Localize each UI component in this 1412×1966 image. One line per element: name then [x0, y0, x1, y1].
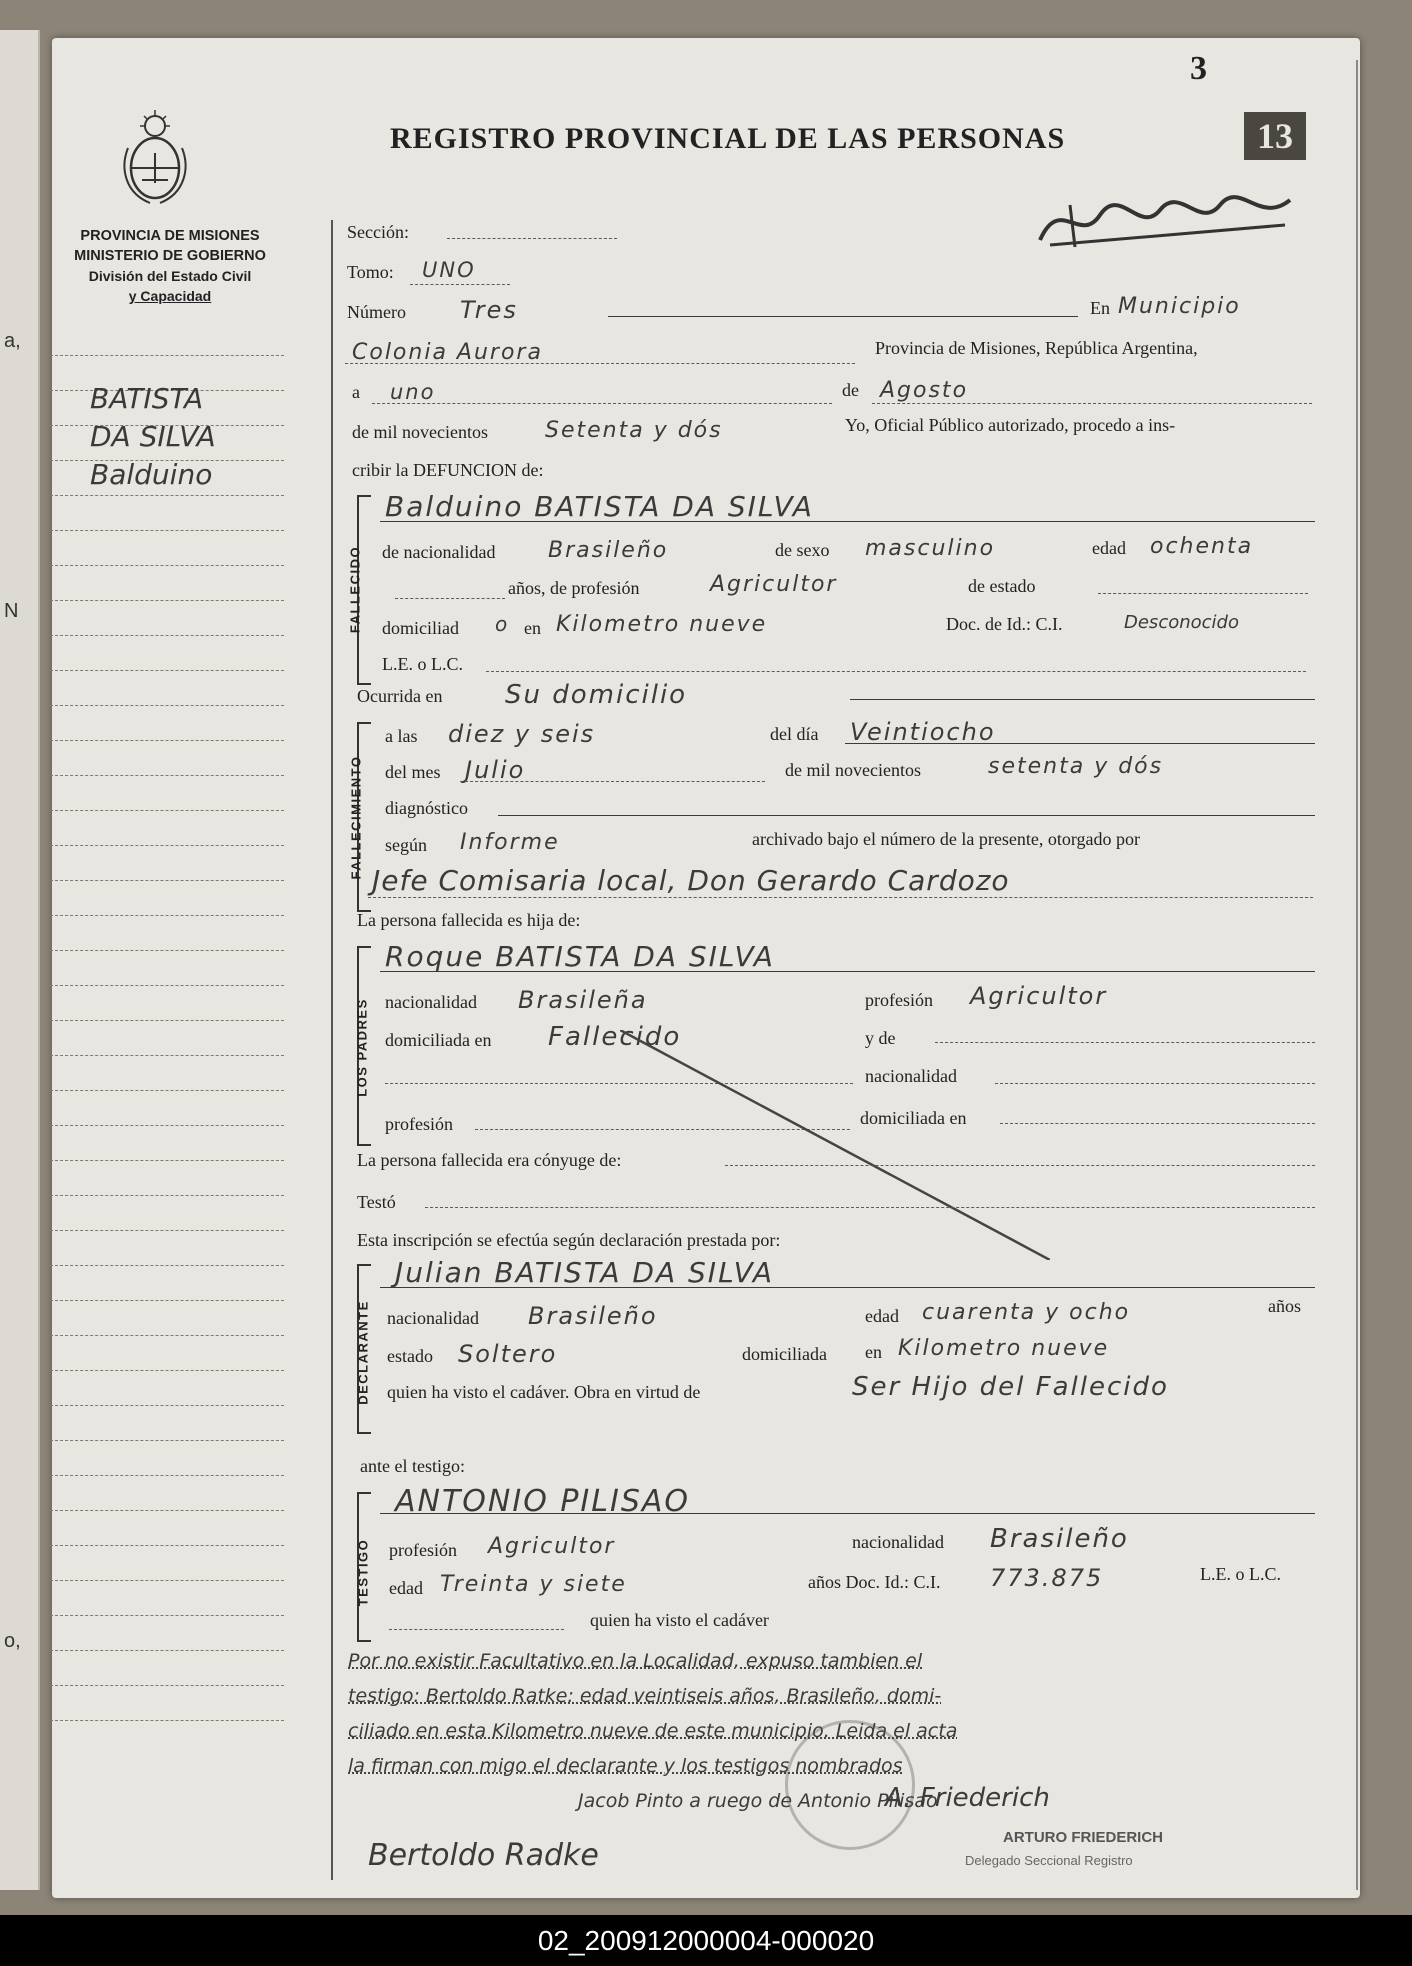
- margin-ruled-line: [50, 1580, 284, 1581]
- testigo-doc-value[interactable]: 773.875: [990, 1564, 1104, 1592]
- dia-line: [845, 742, 1315, 744]
- margin-surname-2: DA SILVA: [90, 420, 216, 453]
- diagnostico-line[interactable]: [498, 814, 1315, 816]
- margin-ruled-line: [50, 1300, 284, 1301]
- image-caption: 02_200912000004-000020: [0, 1915, 1412, 1966]
- coat-of-arms-icon: [120, 108, 190, 208]
- tomo-value[interactable]: UNO: [422, 258, 476, 282]
- margin-ruled-line: [50, 1545, 284, 1546]
- testigo-nacionalidad-value[interactable]: Brasileño: [990, 1524, 1129, 1554]
- a-value[interactable]: uno: [390, 380, 436, 404]
- declarante-cadaver-label: quien ha visto el cadáver. Obra en virtud de: [387, 1382, 701, 1402]
- cribir-text: cribir la DEFUNCION de:: [352, 460, 544, 480]
- ocurrida-value[interactable]: Su domicilio: [505, 680, 688, 710]
- left-page-edge: [0, 30, 40, 1890]
- margin-ruled-line: [50, 1335, 284, 1336]
- declarante-anios-label: años: [1268, 1296, 1301, 1316]
- anio-label-fallecimiento: de mil novecientos: [785, 760, 921, 780]
- padres-domiciliada-label: domiciliada en: [385, 1030, 492, 1050]
- note-line: Jacob Pinto a ruego de Antonio Pilisao: [578, 1790, 938, 1812]
- padres-side-label: LOS PADRES: [354, 998, 370, 1097]
- estado-line[interactable]: [1098, 592, 1308, 594]
- margin-ruled-line: [50, 1055, 284, 1056]
- fallecido-nacionalidad-value[interactable]: Brasileño: [548, 538, 669, 563]
- declarante-domiciliada-value[interactable]: Kilometro nueve: [898, 1336, 1110, 1361]
- declarante-name[interactable]: Julian BATISTA DA SILVA: [395, 1256, 775, 1289]
- seccion-label: Sección:: [347, 222, 409, 242]
- margin-ruled-line: [50, 530, 284, 531]
- diagnostico-label: diagnóstico: [385, 798, 468, 818]
- column-divider: [331, 220, 333, 1880]
- margin-ruled-line: [50, 915, 284, 916]
- left-page-mark: N: [4, 600, 19, 622]
- en-label: En: [1090, 298, 1110, 318]
- testigo-extra-line: [389, 1628, 564, 1630]
- margin-ruled-line: [50, 670, 284, 671]
- numero-line: [608, 315, 1078, 317]
- margin-ruled-line: [50, 600, 284, 601]
- padres-domiciliada-value[interactable]: Fallecido: [548, 1022, 682, 1052]
- left-page-mark: a,: [4, 330, 21, 352]
- division-name: División del Estado Civil: [88, 268, 252, 284]
- y-de-label: y de: [865, 1028, 896, 1048]
- top-signature: [1030, 185, 1300, 255]
- otorgado-value[interactable]: Jefe Comisaria local, Don Gerardo Cardozo: [372, 864, 1010, 897]
- ocurrida-label: Ocurrida en: [357, 686, 443, 706]
- numero-label: Número: [347, 302, 406, 322]
- testigo-label: ante el testigo:: [360, 1456, 465, 1476]
- testigo-nacionalidad-label: nacionalidad: [852, 1532, 944, 1552]
- hija-label: La persona fallecida es hija de:: [357, 910, 581, 930]
- de-label: de: [842, 380, 859, 400]
- margin-ruled-line: [50, 810, 284, 811]
- padre-name-line: [380, 970, 1315, 972]
- division-subtitle: y Capacidad: [128, 288, 212, 304]
- fallecido-doc-value[interactable]: Desconocido: [1124, 612, 1239, 633]
- margin-ruled-line: [50, 1020, 284, 1021]
- left-page-mark: o,: [4, 1630, 21, 1652]
- note-line: la firman con migo el declarante y los testigos nombrados: [348, 1755, 903, 1777]
- ocurrida-line: [850, 698, 1315, 700]
- numero-value[interactable]: Tres: [460, 296, 518, 324]
- testigo-profesion-label: profesión: [389, 1540, 457, 1560]
- margin-ruled-line: [50, 1230, 284, 1231]
- margin-ruled-line: [50, 845, 284, 846]
- margin-ruled-line: [50, 1370, 284, 1371]
- declarante-nacionalidad-value[interactable]: Brasileño: [528, 1302, 658, 1330]
- left-header: [40, 226, 300, 306]
- localidad-line: [345, 362, 855, 364]
- padres-domiciliada2-label: domiciliada en: [860, 1108, 967, 1128]
- fallecido-estado-label: de estado: [968, 576, 1036, 596]
- anio-value-fallecimiento[interactable]: setenta y dós: [988, 754, 1164, 779]
- margin-ruled-line: [50, 1650, 284, 1651]
- declarante-en-label: en: [865, 1342, 882, 1362]
- fallecido-domicilio-label: domiciliad: [382, 618, 459, 638]
- margin-ruled-line: [50, 880, 284, 881]
- page-number: 3: [1190, 50, 1207, 87]
- signature-right-title: Delegado Seccional Registro: [965, 1853, 1133, 1868]
- fallecido-nacionalidad-label: de nacionalidad: [382, 542, 496, 562]
- provincia-text: Provincia de Misiones, República Argentina,: [875, 338, 1198, 358]
- inscripcion-label: Esta inscripción se efectúa según declaración prestada por:: [357, 1230, 781, 1250]
- signature-right-name: ARTURO FRIEDERICH: [1003, 1829, 1163, 1846]
- le-line[interactable]: [486, 670, 1306, 672]
- padres-nacionalidad-value[interactable]: Brasileña: [518, 986, 648, 1014]
- margin-given-name: Balduino: [90, 458, 213, 491]
- margin-ruled-line: [50, 1440, 284, 1441]
- segun-value[interactable]: Informe: [460, 830, 560, 855]
- margin-ruled-line: [50, 1685, 284, 1686]
- en-value[interactable]: Municipio: [1118, 294, 1241, 319]
- padres-nacionalidad2-label: nacionalidad: [865, 1066, 957, 1086]
- fallecimiento-side-label: FALLECIMIENTO: [348, 755, 364, 880]
- margin-ruled-line: [50, 565, 284, 566]
- margin-ruled-line: [50, 1195, 284, 1196]
- declarante-estado-label: estado: [387, 1346, 433, 1366]
- margin-ruled-line: [50, 985, 284, 986]
- fallecido-doc-label: Doc. de Id.: C.I.: [946, 614, 1063, 634]
- cross-out-line: [620, 1030, 1050, 1260]
- margin-ruled-line: [50, 1125, 284, 1126]
- margin-ruled-line: [50, 495, 284, 496]
- declarante-domiciliada-label: domiciliada: [742, 1344, 827, 1364]
- margin-ruled-line: [50, 950, 284, 951]
- declarante-side-label: DECLARANTE: [355, 1300, 371, 1405]
- note-line: testigo: Bertoldo Ratke: edad veintiseis años, Brasileño, domi-: [348, 1685, 942, 1707]
- margin-ruled-line: [50, 1475, 284, 1476]
- anio-label: de mil novecientos: [352, 422, 488, 442]
- fallecido-side-label: FALLECIDO: [347, 545, 363, 634]
- anio-value[interactable]: Setenta y dós: [545, 418, 723, 443]
- fallecido-en-label: en: [524, 618, 541, 638]
- margin-ruled-line: [50, 635, 284, 636]
- fallecido-sexo-label: de sexo: [775, 540, 830, 560]
- ministry-name: MINISTERIO DE GOBIERNO: [74, 248, 266, 264]
- padre-name[interactable]: Roque BATISTA DA SILVA: [385, 940, 775, 973]
- left-margin-lines: [50, 355, 284, 1750]
- dia-value[interactable]: Veintiocho: [850, 718, 996, 746]
- hora-label: a las: [385, 726, 418, 746]
- fallecido-le-label: L.E. o L.C.: [382, 654, 463, 674]
- anios-line: [395, 597, 505, 599]
- testigo-edad-value[interactable]: Treinta y siete: [440, 1572, 627, 1597]
- fallecido-sexo-value[interactable]: masculino: [865, 536, 996, 561]
- conyuge-line[interactable]: [725, 1164, 1315, 1166]
- document-title: REGISTRO PROVINCIAL DE LAS PERSONAS: [390, 122, 1066, 155]
- dia-label: del día: [770, 724, 819, 744]
- left-margin-names: [90, 380, 216, 494]
- province-name: PROVINCIA DE MISIONES: [80, 228, 260, 244]
- declarante-edad-value[interactable]: cuarenta y ocho: [922, 1300, 1131, 1325]
- mes-value-fallecimiento[interactable]: Julio: [465, 756, 526, 784]
- fallecido-domicilio-value[interactable]: Kilometro nueve: [556, 612, 768, 637]
- padres-profesion-value[interactable]: Agricultor: [970, 982, 1108, 1010]
- testigo-le-label: L.E. o L.C.: [1200, 1564, 1281, 1584]
- segun-label: según: [385, 835, 427, 855]
- margin-ruled-line: [50, 1160, 284, 1161]
- testigo-name-line: [380, 1512, 1315, 1514]
- signature-left: Bertoldo Radke: [368, 1838, 599, 1873]
- margin-ruled-line: [50, 1090, 284, 1091]
- margin-ruled-line: [50, 705, 284, 706]
- margin-ruled-line: [50, 1265, 284, 1266]
- note-line: ciliado en esta Kilometro nueve de este municipio. Leida el acta: [348, 1720, 958, 1742]
- mes-line: [872, 402, 1312, 404]
- margin-ruled-line: [50, 1615, 284, 1616]
- margin-ruled-line: [50, 775, 284, 776]
- localidad-value[interactable]: Colonia Aurora: [352, 340, 543, 365]
- margin-ruled-line: [50, 740, 284, 741]
- margin-ruled-line: [50, 1405, 284, 1406]
- fallecido-name-line: [380, 520, 1315, 522]
- fallecido-anios-label: años, de profesión: [508, 578, 640, 598]
- a-label: a: [352, 382, 360, 402]
- testo-label: Testó: [357, 1192, 396, 1212]
- oficial-text: Yo, Oficial Público autorizado, procedo a ins-: [845, 415, 1176, 435]
- a-line: [372, 402, 832, 404]
- margin-surname: BATISTA: [90, 382, 204, 415]
- mes-label: del mes: [385, 762, 441, 782]
- padres-nacionalidad-label: nacionalidad: [385, 992, 477, 1012]
- conyuge-label: La persona fallecida era cónyuge de:: [357, 1150, 622, 1170]
- fallecido-profesion-value[interactable]: Agricultor: [710, 572, 838, 597]
- declarante-nacionalidad-label: nacionalidad: [387, 1308, 479, 1328]
- testigo-cadaver-label: quien ha visto el cadáver: [590, 1610, 769, 1630]
- padres-profesion-label: profesión: [865, 990, 933, 1010]
- mes-line-fallecimiento: [460, 780, 765, 782]
- testigo-anios-label: años Doc. Id.: C.I.: [808, 1572, 941, 1592]
- testo-line[interactable]: [425, 1206, 1315, 1208]
- signature-right: A. Friederich: [885, 1783, 1050, 1813]
- hora-value[interactable]: diez y seis: [448, 720, 596, 748]
- padres-profesion2-label: profesión: [385, 1114, 453, 1134]
- margin-ruled-line: [50, 355, 284, 356]
- testigo-name[interactable]: ANTONIO PILISAO: [395, 1484, 691, 1519]
- tomo-label: Tomo:: [347, 262, 394, 282]
- seccion-field[interactable]: [447, 237, 617, 239]
- corner-stamp: 13: [1244, 112, 1306, 160]
- declarante-cadaver-value[interactable]: Ser Hijo del Fallecido: [852, 1372, 1169, 1402]
- otorgado-line: [368, 896, 1313, 898]
- declarante-name-line: [380, 1286, 1315, 1288]
- testigo-edad-label: edad: [389, 1578, 423, 1598]
- note-line: Por no existir Facultativo en la Localidad, expuso tambien el: [348, 1650, 923, 1672]
- fallecido-name[interactable]: Balduino BATISTA DA SILVA: [385, 490, 814, 523]
- fallecido-edad-value[interactable]: ochenta: [1150, 534, 1254, 559]
- margin-ruled-line: [50, 1720, 284, 1721]
- tomo-field-line: [410, 283, 510, 285]
- mes-value[interactable]: Agosto: [880, 378, 969, 403]
- fallecido-domicilio-suffix: o: [495, 612, 510, 636]
- page-right-edge: [1356, 60, 1358, 1890]
- fallecido-edad-label: edad: [1092, 538, 1126, 558]
- margin-ruled-line: [50, 1510, 284, 1511]
- declarante-edad-label: edad: [865, 1306, 899, 1326]
- testigo-side-label: TESTIGO: [355, 1538, 371, 1607]
- archivado-text: archivado bajo el número de la presente, otorgado por: [752, 829, 1141, 849]
- testigo-profesion-value[interactable]: Agricultor: [488, 1534, 616, 1559]
- declarante-estado-value[interactable]: Soltero: [458, 1340, 558, 1368]
